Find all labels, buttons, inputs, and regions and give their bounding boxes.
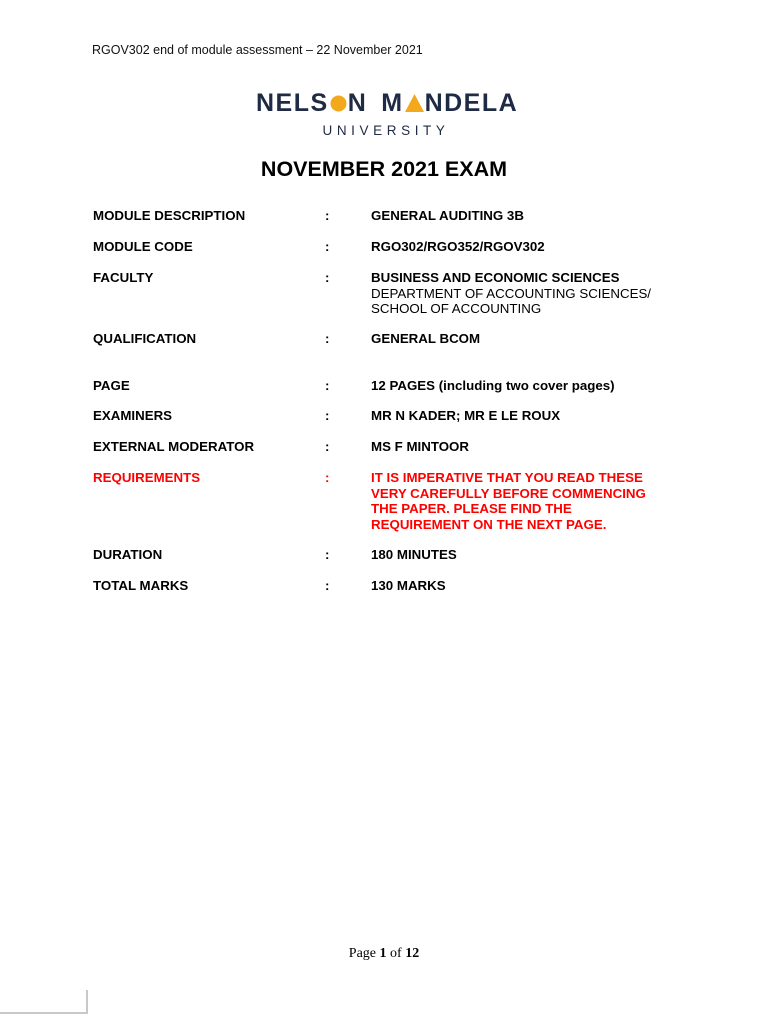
page-number <box>0 946 768 962</box>
logo-wordmark <box>256 89 519 117</box>
detail-row-requirements <box>93 470 693 532</box>
logo-text-n: N <box>347 89 368 117</box>
detail-colon: : <box>325 378 330 393</box>
detail-value: MS F MINTOOR <box>371 439 469 454</box>
detail-row-faculty <box>93 270 693 317</box>
detail-label: QUALIFICATION <box>93 331 197 346</box>
university-logo <box>256 89 519 146</box>
detail-label: MODULE DESCRIPTION <box>93 208 246 223</box>
detail-value <box>371 470 693 532</box>
detail-row-qualification <box>93 331 693 347</box>
detail-row-total-marks <box>93 578 693 594</box>
logo-text-m: M <box>381 89 404 117</box>
page-word: Page <box>348 946 377 961</box>
faculty-name: BUSINESS AND ECONOMIC SCIENCES <box>371 270 620 285</box>
requirements-line: THE PAPER. PLEASE FIND THE <box>371 501 572 516</box>
requirements-line: VERY CAREFULLY BEFORE COMMENCING <box>371 485 646 501</box>
logo-subtitle: UNIVERSITY <box>322 123 450 138</box>
detail-value: 130 MARKS <box>371 578 446 593</box>
detail-colon: : <box>325 578 330 593</box>
logo-text-ndela: NDELA <box>424 89 519 117</box>
detail-colon: : <box>325 408 330 423</box>
detail-colon: : <box>325 470 330 485</box>
detail-row-module-code <box>93 239 693 255</box>
detail-row-examiners <box>93 408 693 424</box>
detail-colon: : <box>325 208 330 223</box>
detail-value: RGO302/RGO352/RGOV302 <box>371 239 545 254</box>
detail-colon: : <box>325 270 330 285</box>
sun-o-icon <box>329 90 348 116</box>
requirements-line: IT IS IMPERATIVE THAT YOU READ THESE <box>371 470 643 485</box>
exam-title: NOVEMBER 2021 EXAM <box>260 157 508 181</box>
page-corner-mark <box>0 990 88 1014</box>
current-page: 1 <box>379 946 387 961</box>
detail-label: REQUIREMENTS <box>93 470 201 485</box>
detail-label: EXTERNAL MODERATOR <box>93 439 255 454</box>
detail-colon: : <box>325 331 330 346</box>
detail-label: MODULE CODE <box>93 239 193 254</box>
detail-colon: : <box>325 547 330 562</box>
school-line: SCHOOL OF ACCOUNTING <box>371 301 542 316</box>
detail-value: GENERAL AUDITING 3B <box>371 208 524 223</box>
detail-label: FACULTY <box>93 270 154 285</box>
running-header: RGOV302 end of module assessment – 22 November 2021 <box>92 43 423 57</box>
detail-value: GENERAL BCOM <box>371 331 481 346</box>
detail-row-module-description <box>93 208 693 224</box>
detail-row-external-moderator <box>93 439 693 455</box>
detail-value: 180 MINUTES <box>371 547 457 562</box>
department-line: DEPARTMENT OF ACCOUNTING SCIENCES/ <box>371 285 652 301</box>
detail-label: DURATION <box>93 547 163 562</box>
detail-label: PAGE <box>93 378 130 393</box>
detail-value: MR N KADER; MR E LE ROUX <box>371 408 561 423</box>
triangle-a-icon <box>404 90 425 116</box>
requirements-line: REQUIREMENT ON THE NEXT PAGE. <box>371 516 607 532</box>
logo-text-nels: NELS <box>256 89 329 117</box>
of-word: of <box>390 946 402 961</box>
detail-value: 12 PAGES (including two cover pages) <box>371 378 615 393</box>
total-pages: 12 <box>405 946 420 961</box>
detail-colon: : <box>325 239 330 254</box>
detail-label: TOTAL MARKS <box>93 578 189 593</box>
detail-value <box>371 270 693 317</box>
detail-label: EXAMINERS <box>93 408 173 423</box>
detail-colon: : <box>325 439 330 454</box>
detail-row-page <box>93 378 693 394</box>
detail-row-duration <box>93 547 693 563</box>
